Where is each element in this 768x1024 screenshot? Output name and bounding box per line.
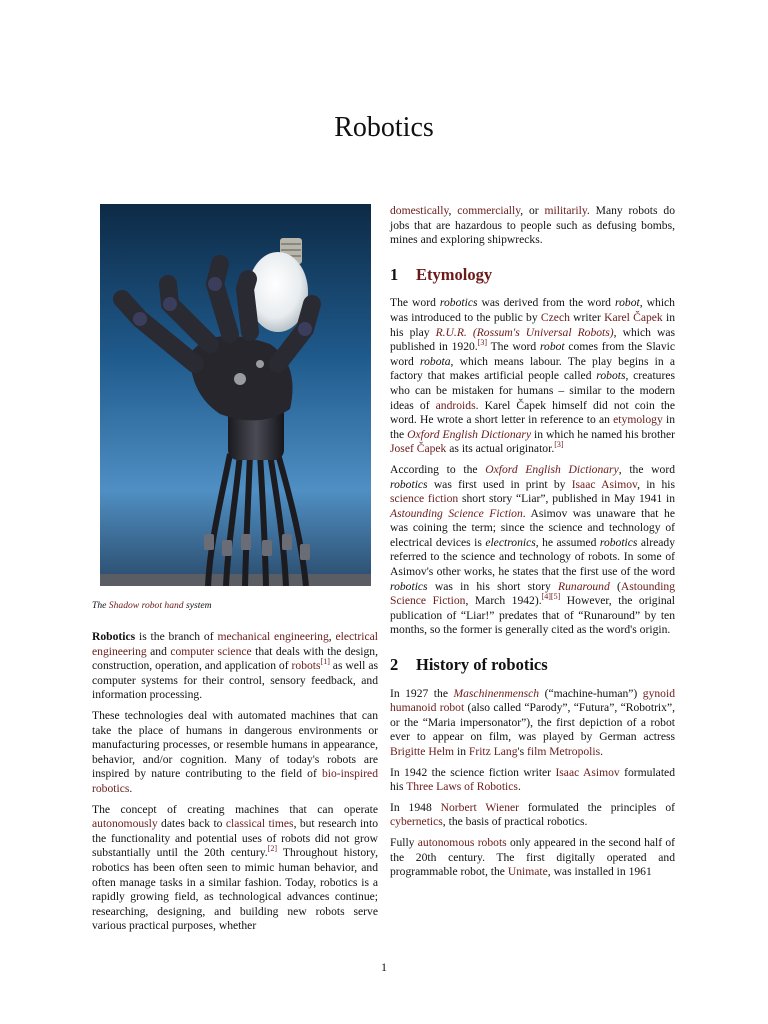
text: ( [609, 579, 621, 593]
italic-term: robota [420, 354, 451, 368]
history-paragraph-4 [390, 836, 675, 880]
link-czech[interactable]: Czech [540, 310, 570, 324]
link-maschinenmensch[interactable]: Maschinenmensch [453, 686, 540, 700]
link-autonomous-robots[interactable]: autonomous robots [417, 835, 507, 849]
text: . [129, 781, 133, 795]
text: 's [517, 745, 528, 758]
text: was first used in print by [427, 477, 572, 491]
text: , [328, 630, 336, 643]
link-three-laws[interactable]: Three Laws of Robotics [406, 780, 518, 794]
citation-link[interactable]: [2] [267, 844, 278, 854]
text: , the word [618, 462, 676, 476]
citation-link[interactable]: [3] [554, 440, 564, 450]
link-mechanical-engineering[interactable]: mechanical engineering [217, 630, 329, 643]
caption-link[interactable]: Shadow robot hand [108, 600, 184, 611]
text: , creatures who can be mistaken for humans – similar to the modern ideas of [390, 369, 675, 412]
text: , or [520, 204, 545, 217]
figure-caption [92, 600, 212, 611]
text: , which was introduced to the public by [390, 296, 675, 324]
text: , [448, 204, 458, 217]
text: dates back to [157, 817, 226, 831]
link-commercially[interactable]: commercially [457, 204, 521, 217]
text: as well as computer systems for their control, sensory feedback, and information processing. [92, 659, 378, 702]
italic-term: robot [539, 340, 565, 354]
text: . Many robots do jobs that are hazardous to people such as defusing bombs, mines and exploring shipwrecks. [390, 204, 675, 247]
citation-link[interactable]: [4][5] [541, 592, 561, 602]
link-fritz-lang[interactable]: Fritz Lang [468, 745, 518, 758]
link-karel-capek[interactable]: Karel Čapek [604, 310, 663, 324]
text: (“machine-human”) [539, 686, 643, 700]
link-computer-science[interactable]: computer science [170, 644, 252, 658]
section-number: 2 [390, 655, 399, 675]
text: was derived from the word [477, 296, 616, 310]
link-unimate[interactable]: Unimate [507, 865, 548, 879]
text: However, the original publication of “Liar!” predates that of “Runaround” by ten months, so the former is generally cited as the word's origin. [390, 594, 675, 637]
link-astounding-science-fiction[interactable]: Astounding Science Fiction [390, 506, 523, 520]
text: The concept of creating machines that can operate [92, 802, 378, 816]
text: In 1927 the [390, 686, 454, 700]
text: The word [487, 340, 540, 354]
section-title: Etymology [416, 264, 493, 284]
link-science-fiction[interactable]: science fiction [390, 492, 459, 506]
text: In 1942 the science fiction writer [390, 765, 556, 779]
text: , which was published in 1920. [390, 325, 675, 354]
text: The word [390, 296, 440, 310]
text: , in his [637, 477, 675, 491]
left-column [92, 630, 378, 940]
link-oed[interactable]: Oxford English Dictionary [407, 427, 532, 441]
text: These technologies deal with automated machines that can take the place of humans in dangerous environments or manufacturing processes, or resemble humans in appearance, behavior, and/or cognition. Many of today's robots are inspired by nature contributing to the field of [92, 708, 378, 781]
link-brigitte-helm[interactable]: Brigitte Helm [390, 745, 455, 758]
text: , the basis of practical robotics. [442, 815, 588, 829]
history-paragraph-3 [390, 801, 675, 830]
link-etymology[interactable]: etymology [613, 413, 663, 427]
text: was in his short story [427, 579, 559, 593]
caption-text: system [183, 600, 212, 611]
link-bio-inspired-robotics[interactable]: bio-inspired robotics [92, 767, 378, 795]
italic-term: robotics [439, 296, 478, 310]
italic-term: robotics [390, 579, 428, 593]
text: and [146, 644, 171, 658]
text: is the branch of [135, 630, 218, 643]
etymology-paragraph-2 [390, 463, 675, 638]
text: (also called “Parody”, “Futura”, “Robotrix”, or the “Maria impersonator”), the first depiction of a robot ever to appear on film, was played by German actress [390, 701, 675, 744]
link-norbert-wiener[interactable]: Norbert Wiener [440, 800, 520, 814]
right-column [390, 204, 675, 886]
text: . [517, 780, 521, 794]
text: , but research into the functionality and potential uses of robots did not grow substantially until the 20th century. [92, 817, 378, 860]
text: already referred to the science and technology of robots. In some of Asimov's other works, he states that the first use of the word [390, 535, 675, 579]
text: that deals with the design, construction, operation, and application of [92, 644, 378, 673]
text: , was installed in 1961 [547, 865, 652, 879]
text: , March 1942). [465, 594, 542, 608]
citation-link[interactable]: [1] [320, 657, 330, 667]
text: in his play [390, 310, 675, 339]
link-robots[interactable]: robots [291, 659, 321, 673]
link-astounding-science-fiction[interactable]: Astounding Science Fiction [390, 579, 676, 608]
link-rur[interactable]: R.U.R. (Rossum's Universal Robots) [435, 325, 614, 339]
text: , he assumed [535, 535, 600, 549]
robot-hand-image [100, 204, 371, 586]
section-heading-history [390, 655, 675, 675]
link-autonomously[interactable]: autonomously [92, 817, 158, 831]
text: in which he named his brother [531, 427, 676, 441]
page-title: Robotics [334, 112, 434, 143]
link-electrical-engineering[interactable]: electrical engineering [92, 630, 378, 658]
history-paragraph-1 [390, 687, 675, 760]
history-paragraph-2 [390, 766, 675, 795]
link-josef-capek[interactable]: Josef Čapek [390, 442, 447, 456]
text: formulated the principles of [519, 800, 675, 814]
link-isaac-asimov[interactable]: Isaac Asimov [571, 477, 638, 491]
link-classical-times[interactable]: classical times [225, 817, 294, 831]
link-gynoid-humanoid-robot[interactable]: gynoid humanoid robot [390, 686, 675, 715]
page-number: 1 [381, 960, 387, 974]
italic-term: robotics [599, 535, 638, 549]
link-cybernetics[interactable]: cybernetics [390, 815, 443, 829]
section-number: 1 [390, 264, 399, 284]
intro-paragraph-1 [92, 630, 378, 703]
italic-term: robot [615, 296, 640, 310]
link-domestically[interactable]: domestically [390, 204, 449, 217]
italic-term: robotics [390, 477, 428, 491]
italic-term: robots [596, 369, 626, 383]
italic-term: electronics [485, 535, 536, 549]
text: comes from the Slavic word [390, 340, 675, 368]
text: . Karel Čapek himself did not coin the word. He wrote a short letter in reference to an [390, 398, 675, 427]
link-androids[interactable]: androids [435, 398, 476, 412]
link-isaac-asimov[interactable]: Isaac Asimov [555, 765, 620, 779]
link-metropolis[interactable]: film Metropolis [527, 745, 601, 758]
text: as its actual originator. [446, 442, 555, 456]
robot-hand-illustration [100, 204, 371, 586]
intro-paragraph-3 [92, 803, 378, 934]
text: . Asimov was unaware that he was coining the term; since the science and technology of electrical devices is [390, 506, 676, 549]
link-oed[interactable]: Oxford English Dictionary [485, 462, 619, 476]
intro-paragraph-2 [92, 709, 378, 797]
caption-text: The [92, 600, 109, 611]
text: short story “Liar”, published in May 1941 in [458, 492, 676, 506]
text: According to the [390, 462, 486, 476]
text: In 1948 [390, 800, 441, 814]
text: Throughout history, robotics has been often seen to mimic human behavior, and often manage tasks in a similar fashion. Today, robotics is a rapidly growing field, as technological advances continue; researching, designing, and building new robots serve various practical purposes, whether [92, 846, 378, 933]
text: formulated his [390, 765, 675, 794]
text: . [600, 745, 604, 758]
term-bold: Robotics [92, 630, 136, 643]
text: Fully [390, 835, 418, 849]
link-militarily[interactable]: militarily [544, 204, 587, 217]
continued-paragraph [390, 204, 675, 248]
section-heading-etymology [390, 264, 675, 284]
text: in [454, 745, 469, 758]
etymology-paragraph-1 [390, 296, 675, 457]
text: only appeared in the second half of the 20th century. The first digitally operated and programmable robot, the [390, 835, 676, 879]
link-runaround[interactable]: Runaround [558, 579, 610, 593]
section-title: History of robotics [416, 655, 548, 675]
text: writer [569, 310, 605, 324]
citation-link[interactable]: [3] [477, 338, 488, 348]
text: in the [390, 413, 675, 441]
text: , which means labour. The play begins in a factory that makes artificial people called [390, 354, 676, 383]
